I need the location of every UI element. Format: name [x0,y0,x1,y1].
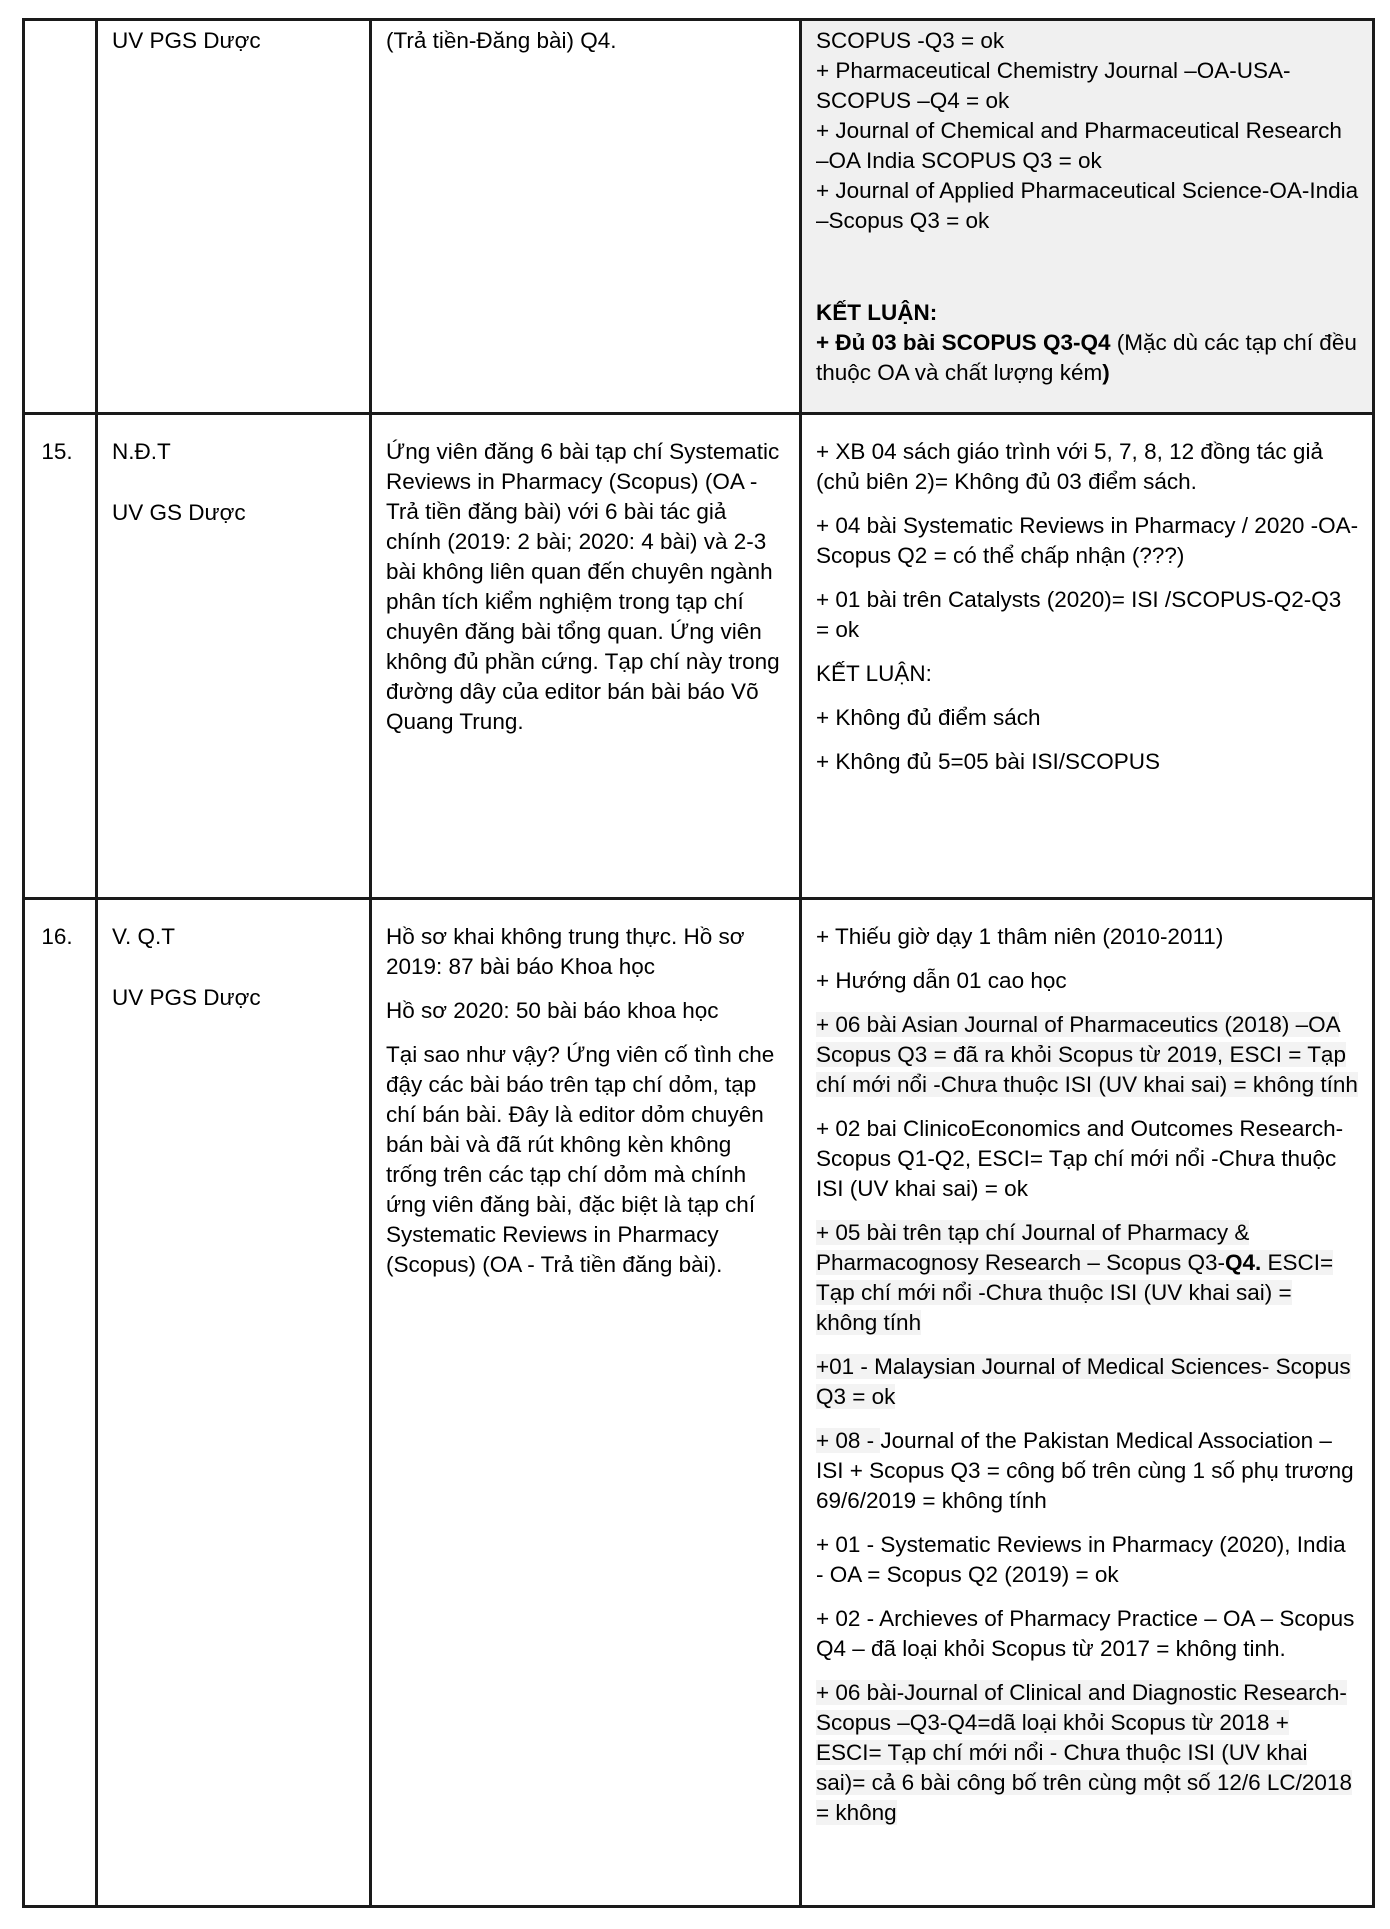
text-segment: ) [1102,360,1110,385]
text-segment: + Đủ 03 bài SCOPUS Q3-Q4 [816,330,1111,355]
evaluation-paragraph [816,703,1359,733]
table-row [24,414,1374,899]
evaluation-paragraph [816,26,1359,56]
reviewer-comment-cell [371,414,801,899]
text-segment: + 06 bài Asian Journal of Pharmaceutics (2018) –OA Scopus Q3 = đã ra khỏi Scopus từ 2019, ESCI = Tạp chí mới nổi -Chưa thuộc ISI (UV khai sai) = không tính [816,1012,1358,1097]
evaluation-paragraph [816,747,1359,777]
text-segment: +01 - Malaysian Journal of Medical Sciences- Scopus Q3 = ok [816,1354,1351,1409]
highlighted-text [816,1354,1351,1409]
candidate-name-cell [97,414,371,899]
evaluation-paragraph [816,1678,1359,1828]
text-segment: + Journal of Chemical and Pharmaceutical Research –OA India SCOPUS Q3 = ok [816,118,1342,173]
text-segment: Hồ sơ khai không trung thực. Hồ sơ 2019: 87 bài báo Khoa học [386,924,745,979]
evaluation-paragraph [816,585,1359,645]
reviewer-comment-cell [371,20,801,414]
table-row [24,20,1374,414]
text-segment: KẾT LUẬN: [816,661,932,686]
text-segment: Hồ sơ 2020: 50 bài báo khoa học [386,998,719,1023]
text-segment: SCOPUS -Q3 = ok [816,28,1005,53]
evaluation-paragraph [816,659,1359,689]
evaluation-paragraph [816,511,1359,571]
text-segment: Q4. [1224,1250,1262,1275]
text-segment: + 05 bài trên tạp chí Journal of Pharmacy & Pharmacognosy Research – Scopus Q3- [816,1220,1250,1275]
evaluation-paragraph [816,176,1359,236]
text-segment: (Mặc dù các tạp chí đều thuộc OA và chất lượng kém [816,330,1357,385]
text-segment: + 08 - [816,1428,881,1453]
candidate-name-line: UV PGS Dược [112,28,261,53]
evaluation-paragraph [816,1604,1359,1664]
comment-paragraph [386,996,786,1026]
text-segment: + 06 bài-Journal of Clinical and Diagnostic Research-Scopus –Q3-Q4=dã loại khỏi Scopus từ 2018 + ESCI= Tạp chí mới nổi - Chưa thuộc ISI (UV khai sai)= cả 6 bài công bố trên cùng một số 12/6 LC/2018 = không [816,1680,1352,1825]
candidate-name-line: UV PGS Dược [112,985,261,1010]
evaluation-cell [801,414,1374,899]
text-segment: Ứng viên đăng 6 bài tạp chí Systematic Reviews in Pharmacy (Scopus) (OA - Trả tiền đăng bài) với 6 bài tác giả chính (2019: 2 bài; 2020: 4 bài) và 2-3 bài không liên quan đến chuyên ngành phân tích kiểm nghiệm trong tạp chí chuyên đăng bài tổng quan. Ứng viên không đủ phần cứng. Tạp chí này trong đường dây của editor bán bài báo Võ Quang Trung. [386,439,780,734]
text-segment: + Hướng dẫn 01 cao học [816,968,1067,993]
evaluation-paragraph [816,1426,1359,1516]
text-segment: (Trả tiền-Đăng bài) Q4. [386,28,617,53]
text-segment: KẾT LUẬN: [816,300,938,325]
evaluation-paragraph [816,1530,1359,1590]
table-row [24,899,1374,1907]
text-segment: Tại sao như vậy? Ứng viên cố tình che đậy các bài báo trên tạp chí dỏm, tạp chí bán bài. Đây là editor dỏm chuyên bán bài và đã rút không kèn không trống trên các tạp chí dỏm mà chính ứng viên đăng bài, đặc biệt là tạp chí Systematic Reviews in Pharmacy (Scopus) (OA - Trả tiền đăng bài). [386,1042,775,1277]
candidate-review-table [22,18,1375,1908]
highlighted-text [816,1012,1358,1097]
row-number-cell: 15. [24,414,97,899]
text-segment: + 01 - Systematic Reviews in Pharmacy (2020), India - OA = Scopus Q2 (2019) = ok [816,1532,1346,1587]
evaluation-paragraph [816,1352,1359,1412]
evaluation-cell [801,20,1374,414]
evaluation-paragraph [816,1114,1359,1204]
comment-paragraph [386,437,786,737]
comment-paragraph [386,1040,786,1280]
text-segment: Journal of the Pakistan Medical Association – ISI + Scopus Q3 = công bố trên cùng 1 số phụ trương 69/6/2019 = không tính [816,1428,1354,1513]
text-segment: + 02 bai ClinicoEconomics and Outcomes Research-Scopus Q1-Q2, ESCI= Tạp chí mới nổi -Chưa thuộc ISI (UV khai sai) = ok [816,1116,1344,1201]
candidate-name-line: UV GS Dược [112,500,246,525]
row-number-cell [24,20,97,414]
candidate-name-cell [97,20,371,414]
text-segment: + 04 bài Systematic Reviews in Pharmacy / 2020 -OA-Scopus Q2 = có thể chấp nhận (???) [816,513,1359,568]
candidate-name-line: N.Đ.T [112,439,171,464]
evaluation-paragraph [816,298,1359,328]
row-number-cell: 16. [24,899,97,1907]
evaluation-paragraph [816,116,1359,176]
comment-paragraph [386,922,786,982]
reviewer-comment-cell [371,899,801,1907]
highlighted-text [816,1680,1352,1825]
candidate-name-line: V. Q.T [112,924,175,949]
text-segment: + Journal of Applied Pharmaceutical Science-OA-India –Scopus Q3 = ok [816,178,1359,233]
text-segment: + XB 04 sách giáo trình với 5, 7, 8, 12 đồng tác giả (chủ biên 2)= Không đủ 03 điểm sách. [816,439,1323,494]
comment-paragraph [386,26,786,56]
evaluation-paragraph [816,1218,1359,1338]
evaluation-cell [801,899,1374,1907]
text-segment: + Không đủ 5=05 bài ISI/SCOPUS [816,749,1160,774]
evaluation-paragraph [816,56,1359,116]
text-segment: ESCI= Tạp chí mới nổi -Chưa thuộc ISI (UV khai sai) = không tính [816,1250,1334,1335]
evaluation-paragraph [816,437,1359,497]
text-segment: + 01 bài trên Catalysts (2020)= ISI /SCOPUS-Q2-Q3 = ok [816,587,1342,642]
evaluation-paragraph [816,328,1359,388]
highlighted-text [816,1220,1333,1335]
evaluation-paragraph [816,1010,1359,1100]
candidate-name-cell [97,899,371,1907]
text-segment: + Thiếu giờ dạy 1 thâm niên (2010-2011) [816,924,1224,949]
table-body [24,20,1374,1907]
text-segment: + Không đủ điểm sách [816,705,1041,730]
evaluation-paragraph [816,922,1359,952]
text-segment: + Pharmaceutical Chemistry Journal –OA-USA-SCOPUS –Q4 = ok [816,58,1291,113]
text-segment: + 02 - Archieves of Pharmacy Practice – OA – Scopus Q4 – đã loại khỏi Scopus từ 2017 = không tinh. [816,1606,1355,1661]
evaluation-paragraph [816,966,1359,996]
